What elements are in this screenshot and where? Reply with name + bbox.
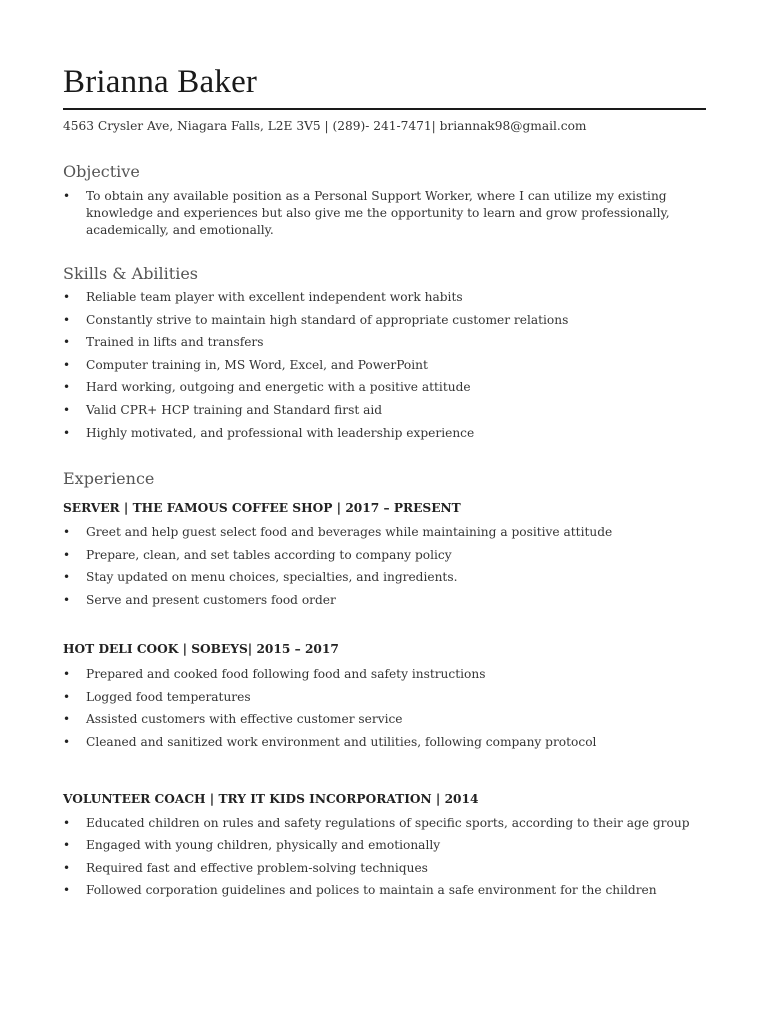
objective-heading: Objective	[63, 162, 140, 181]
job-title: SERVER | THE FAMOUS COFFEE SHOP | 2017 – PRESENT	[63, 501, 461, 515]
header-divider	[63, 108, 706, 110]
bullet-icon: •	[63, 402, 71, 417]
job-duties-list	[63, 667, 703, 757]
duty-text: Greet and help guest select food and beverages while maintaining a positive attitude	[86, 525, 613, 539]
bullet-icon: •	[63, 860, 71, 875]
list-item	[63, 690, 703, 713]
list-item	[63, 335, 703, 358]
bullet-icon: •	[63, 380, 71, 395]
skills-heading: Skills & Abilities	[63, 264, 199, 283]
skill-text: Constantly strive to maintain high standard of appropriate customer relations	[86, 312, 569, 327]
skill-text: Highly motivated, and professional with leadership experience	[86, 425, 475, 440]
skills-list	[63, 290, 703, 448]
list-item	[63, 188, 703, 239]
list-item	[63, 525, 703, 548]
list-item	[63, 838, 703, 860]
duty-text: Assisted customers with effective customer service	[86, 712, 403, 727]
list-item	[63, 883, 703, 905]
list-item	[63, 570, 703, 593]
list-item	[63, 735, 703, 758]
bullet-icon: •	[63, 357, 71, 372]
duty-text: Cleaned and sanitized work environment and utilities, following company protocol	[86, 734, 597, 749]
list-item	[63, 816, 703, 838]
bullet-icon: •	[63, 689, 71, 704]
bullet-icon: •	[63, 712, 71, 727]
job-duties-list	[63, 816, 703, 906]
skill-text: Valid CPR+ HCP training and Standard first aid	[86, 402, 383, 417]
list-item	[63, 548, 703, 571]
bullet-icon: •	[63, 425, 71, 440]
bullet-icon: •	[63, 838, 71, 853]
duty-text: Prepared and cooked food following food and safety instructions	[86, 667, 486, 681]
bullet-icon: •	[63, 547, 71, 562]
skill-text: Trained in lifts and transfers	[86, 335, 264, 350]
list-item	[63, 358, 703, 381]
bullet-icon: •	[63, 290, 71, 304]
duty-text: Logged food temperatures	[86, 689, 251, 704]
list-item	[63, 712, 703, 735]
bullet-icon: •	[63, 525, 71, 539]
duty-text: Educated children on rules and safety regulations of specific sports, according to their age group	[86, 816, 690, 830]
bullet-icon: •	[63, 335, 71, 350]
bullet-icon: •	[63, 734, 71, 749]
list-item	[63, 667, 703, 690]
duty-text: Followed corporation guidelines and polices to maintain a safe environment for the children	[86, 883, 657, 898]
bullet-icon: •	[63, 312, 71, 327]
duty-text: Stay updated on menu choices, specialties, and ingredients.	[86, 570, 458, 585]
bullet-icon: •	[63, 592, 71, 607]
applicant-name: Brianna Baker	[63, 64, 258, 100]
list-item	[63, 426, 703, 449]
bullet-icon: •	[63, 816, 71, 830]
job-duties-list	[63, 525, 703, 615]
list-item	[63, 593, 703, 616]
skill-text: Hard working, outgoing and energetic with a positive attitude	[86, 380, 471, 395]
list-item	[63, 313, 703, 336]
duty-text: Required fast and effective problem-solving techniques	[86, 860, 428, 875]
duty-text: Engaged with young children, physically and emotionally	[86, 838, 441, 853]
list-item	[63, 290, 703, 313]
job-title: VOLUNTEER COACH | TRY IT KIDS INCORPORATION | 2014	[63, 792, 479, 806]
job-title: HOT DELI COOK | SOBEYS| 2015 – 2017	[63, 642, 339, 656]
skill-text: Reliable team player with excellent independent work habits	[86, 290, 463, 304]
contact-info: 4563 Crysler Ave, Niagara Falls, L2E 3V5 | (289)- 241-7471| briannak98@gmail.com	[63, 119, 587, 133]
list-item	[63, 403, 703, 426]
duty-text: Serve and present customers food order	[86, 592, 336, 607]
duty-text: Prepare, clean, and set tables according to company policy	[86, 547, 452, 562]
objective-list	[63, 188, 703, 239]
bullet-icon: •	[63, 883, 71, 898]
objective-text: To obtain any available position as a Personal Support Worker, where I can utilize my existing knowledge and experiences but also give me the opportunity to learn and grow professionally, academically, and emotionally.	[86, 189, 670, 237]
bullet-icon: •	[63, 189, 71, 203]
list-item	[63, 380, 703, 403]
experience-heading: Experience	[63, 469, 155, 488]
skill-text: Computer training in, MS Word, Excel, and PowerPoint	[86, 357, 428, 372]
bullet-icon: •	[63, 570, 71, 585]
bullet-icon: •	[63, 667, 71, 681]
list-item	[63, 861, 703, 883]
